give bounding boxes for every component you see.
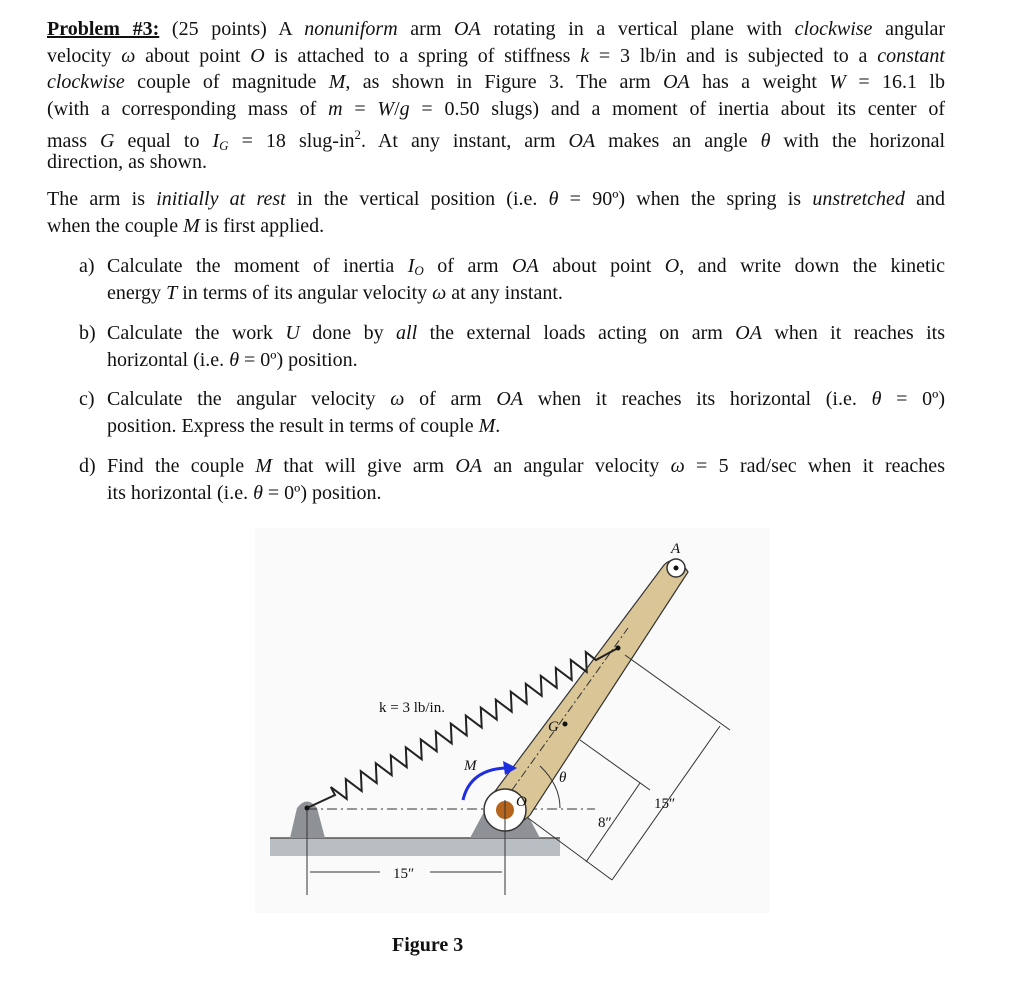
text-segment: is attached to a spring of stiffness — [264, 44, 581, 67]
text-segment: θ — [253, 481, 263, 504]
text-segment: that will give arm — [272, 455, 456, 477]
text-segment: The arm is — [47, 188, 157, 210]
text-segment: = 3 lb/in and is subjected to a — [589, 44, 878, 67]
text-segment: M — [478, 414, 496, 437]
text-segment: Calculate the angular velocity — [107, 388, 391, 410]
text-segment: is first applied. — [199, 214, 325, 237]
text-segment: M — [328, 71, 346, 93]
text-segment: direction, as shown. — [47, 150, 207, 173]
text-segment: OA — [454, 18, 481, 40]
text-segment: . — [495, 414, 501, 437]
text-segment: M — [183, 214, 200, 237]
text-segment: O — [250, 44, 265, 67]
text-segment: , and write down the kinetic — [679, 255, 945, 277]
text-segment: = 0º) — [881, 388, 945, 410]
text-segment: constant — [877, 44, 945, 67]
text-segment: = 16.1 lb — [845, 71, 945, 93]
text-segment: . At any instant, arm — [361, 130, 569, 152]
text-segment: when the couple — [47, 214, 184, 237]
text-segment: mass — [47, 130, 101, 152]
label-spring-stiffness: k = 3 lb/in. — [379, 700, 445, 716]
text-segment: OA — [735, 322, 762, 344]
text-segment: about point — [538, 255, 665, 277]
text-segment: done by — [299, 322, 397, 344]
label-G: G — [548, 719, 559, 735]
label-theta: θ — [559, 770, 567, 786]
text-segment: couple of magnitude — [124, 71, 329, 93]
text-segment: = — [342, 97, 378, 120]
question-label: c) — [79, 388, 95, 410]
text-segment: unstretched — [812, 188, 905, 210]
text-segment: OA — [496, 388, 523, 410]
point-A-dot — [674, 566, 679, 571]
text-segment: velocity — [47, 44, 122, 67]
text-segment: T — [166, 281, 178, 304]
text-segment: all — [396, 322, 418, 344]
text-segment: (with a corresponding mass of — [47, 97, 329, 120]
text-segment: M — [255, 455, 273, 477]
text-segment: k — [580, 44, 590, 67]
text-segment: nonuniform — [304, 18, 398, 40]
text-segment: Problem #3: — [47, 18, 160, 40]
label-dimension-15-arm: 15″ — [654, 796, 676, 812]
text-segment: = 5 rad/sec when it reaches — [684, 455, 945, 477]
text-segment: = 0.50 slugs) and a moment of inertia about its center of — [409, 97, 946, 120]
text-segment: makes an angle — [595, 130, 761, 152]
text-segment: energy — [107, 281, 167, 304]
text-segment: the external loads acting on arm — [417, 322, 736, 344]
text-segment: , as shown in Figure 3. The arm — [345, 71, 664, 93]
text-segment: has a weight — [689, 71, 830, 93]
text-segment: W — [377, 97, 395, 120]
text-segment: rotating in a vertical plane with — [480, 18, 795, 40]
text-segment: m — [328, 97, 343, 120]
text-segment: ω — [432, 281, 447, 304]
text-segment: = 90º) when the spring is — [558, 188, 813, 210]
label-dimension-8: 8″ — [598, 815, 612, 831]
text-segment: its horizontal (i.e. — [107, 481, 254, 504]
text-segment: G — [100, 130, 115, 152]
text-segment: initially at rest — [156, 188, 286, 210]
text-segment: with the horizonal — [770, 130, 946, 152]
text-segment: position. Express the result in terms of couple — [107, 414, 479, 437]
text-segment: arm — [397, 18, 455, 40]
label-dimension-15-base: 15″ — [393, 866, 415, 882]
text-segment: equal to — [114, 130, 213, 152]
text-segment: clockwise — [47, 71, 125, 93]
text-segment: of arm — [404, 388, 497, 410]
text-segment: θ — [760, 130, 771, 152]
text-segment: I — [407, 255, 415, 277]
text-segment: g — [399, 97, 410, 120]
text-segment: I — [212, 130, 220, 152]
text-segment: OA — [455, 455, 483, 477]
text-segment: G — [219, 138, 229, 153]
text-segment: when it reaches its — [761, 322, 945, 344]
text-segment: 2 — [354, 127, 362, 142]
question-label: a) — [79, 255, 95, 277]
text-segment: W — [829, 71, 846, 93]
text-segment: horizontal (i.e. — [107, 348, 230, 371]
center-of-mass-dot — [563, 722, 568, 727]
text-segment: in the vertical position (i.e. — [285, 188, 549, 210]
text-segment: ω — [670, 455, 685, 477]
text-segment: / — [394, 97, 400, 120]
text-segment: Calculate the moment of inertia — [107, 255, 408, 277]
text-segment: ω — [121, 44, 136, 67]
text-segment: of arm — [423, 255, 513, 277]
text-segment: an angular velocity — [482, 455, 671, 477]
label-M: M — [464, 758, 477, 774]
question-label: d) — [79, 455, 96, 477]
text-segment: Find the couple — [107, 455, 256, 477]
figure-caption: Figure 3 — [392, 934, 464, 956]
text-segment: θ — [548, 188, 559, 210]
text-segment: when it reaches its horizontal (i.e. — [523, 388, 872, 410]
text-segment: O — [664, 255, 680, 277]
text-segment: angular — [872, 18, 946, 40]
text-segment: = 0º) position. — [239, 348, 358, 371]
question-label: b) — [79, 322, 96, 344]
text-segment: θ — [871, 388, 882, 410]
label-O: O — [516, 794, 527, 810]
text-segment: OA — [568, 130, 596, 152]
text-segment: in terms of its angular velocity — [177, 281, 433, 304]
ground — [270, 838, 560, 856]
text-segment: Calculate the work — [107, 322, 286, 344]
text-segment: and — [904, 188, 945, 210]
text-segment: OA — [512, 255, 539, 277]
label-A: A — [671, 541, 681, 557]
text-segment: about point — [135, 44, 251, 67]
text-segment: ω — [390, 388, 405, 410]
text-segment: (25 points) A — [159, 18, 305, 40]
text-segment: OA — [663, 71, 690, 93]
text-segment: θ — [229, 348, 240, 371]
text-segment: U — [285, 322, 300, 344]
text-segment: O — [414, 263, 424, 278]
spring-anchor — [305, 806, 310, 811]
text-segment: clockwise — [794, 18, 873, 40]
spring-attachment — [616, 646, 621, 651]
text-segment: at any instant. — [446, 281, 563, 304]
text-segment: = 0º) position. — [262, 481, 382, 504]
text-segment: = 18 slug-in — [228, 130, 355, 152]
